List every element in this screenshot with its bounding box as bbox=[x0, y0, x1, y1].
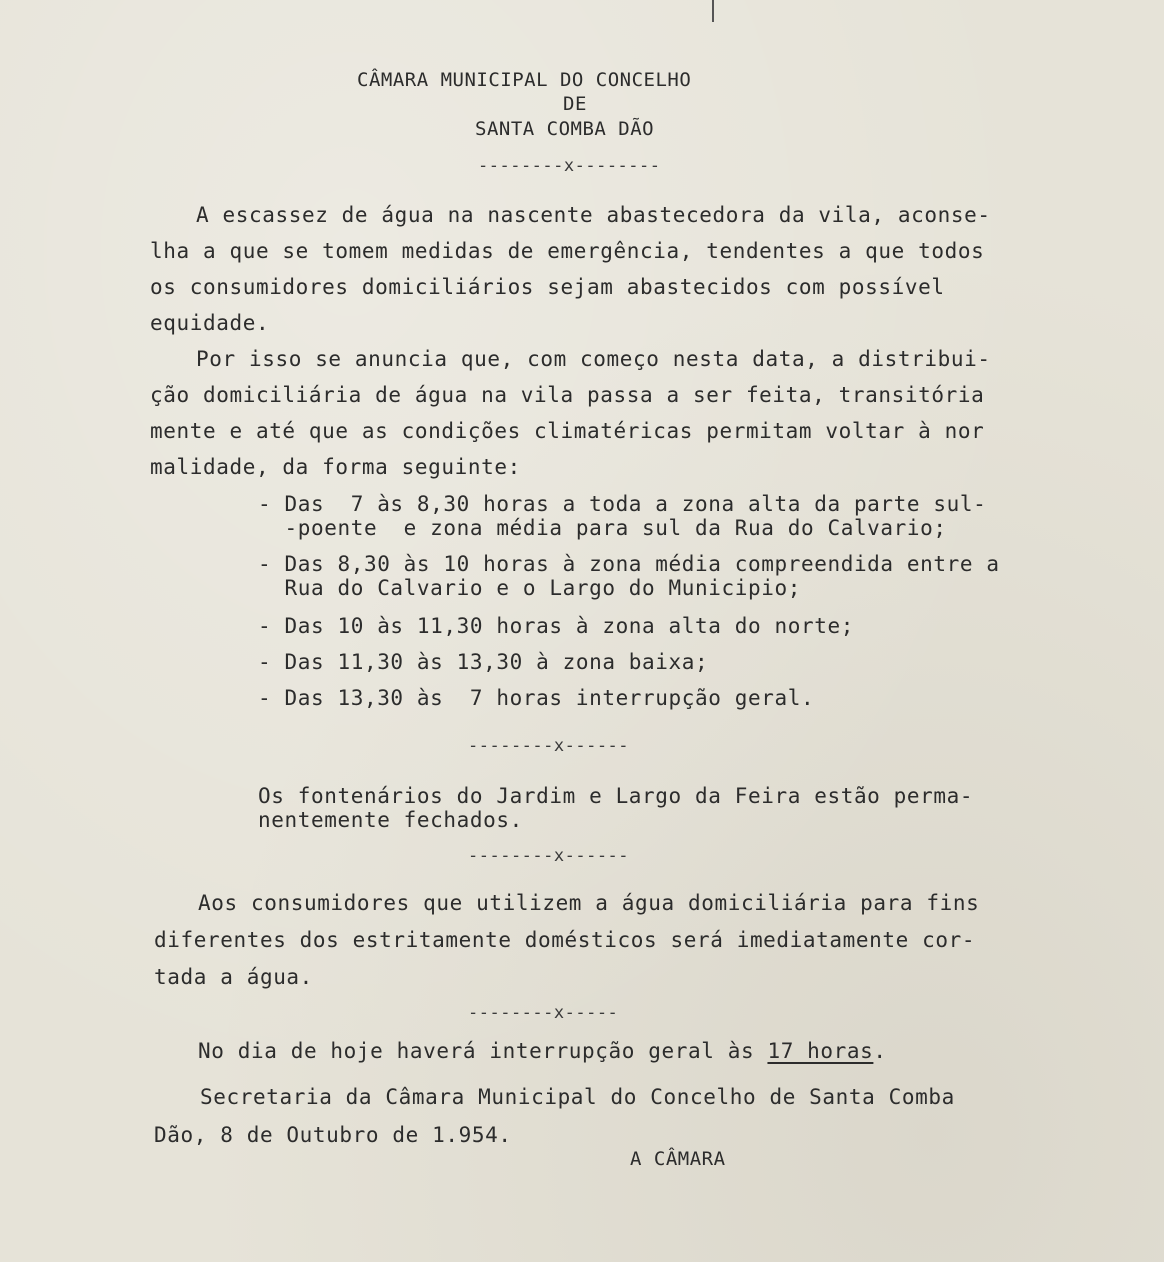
today-notice-end: . bbox=[873, 1039, 887, 1063]
paragraph-1-line-1: A escassez de água na nascente abastecedora da vila, aconse- bbox=[196, 203, 991, 227]
paragraph-2-line-1: Por isso se anuncia que, com começo nesta data, a distribui- bbox=[196, 347, 991, 371]
separator-3: --------x------ bbox=[468, 846, 630, 866]
paragraph-2-line-4: malidade, da forma seguinte: bbox=[150, 455, 521, 479]
schedule-item-2-line-2: Rua do Calvario e o Largo do Municipio; bbox=[258, 576, 801, 600]
today-notice-time: 17 horas bbox=[767, 1039, 874, 1063]
schedule-item-3: - Das 10 às 11,30 horas à zona alta do norte; bbox=[258, 614, 854, 638]
today-notice-text: No dia de hoje haverá interrupção geral às bbox=[198, 1039, 768, 1063]
paragraph-3-line-1: Os fontenários do Jardim e Largo da Feira estão perma- bbox=[258, 784, 974, 808]
paragraph-4-line-2: diferentes dos estritamente domésticos será imediatamente cor- bbox=[154, 928, 976, 952]
schedule-item-1-line-1: - Das 7 às 8,30 horas a toda a zona alta da parte sul- bbox=[258, 492, 987, 516]
paragraph-1-line-2: lha a que se tomem medidas de emergência, tendentes a que todos bbox=[150, 239, 985, 263]
schedule-item-1-line-2: -poente e zona média para sul da Rua do Calvario; bbox=[258, 516, 947, 540]
schedule-item-2-line-1: - Das 8,30 às 10 horas à zona média compreendida entre a bbox=[258, 552, 1000, 576]
paragraph-3-line-2: nentemente fechados. bbox=[258, 808, 523, 832]
header-line-3: SANTA COMBA DÃO bbox=[475, 118, 655, 140]
paragraph-4-line-3: tada a água. bbox=[154, 965, 313, 989]
separator-4: --------x----- bbox=[468, 1003, 619, 1023]
paragraph-2-line-3: mente e até que as condições climatéricas permitam voltar à nor bbox=[150, 419, 985, 443]
separator-2: --------x------ bbox=[468, 736, 630, 756]
closing-line-1: Secretaria da Câmara Municipal do Concelho de Santa Comba bbox=[200, 1085, 955, 1109]
paragraph-1-line-3: os consumidores domiciliários sejam abastecidos com possível bbox=[150, 275, 945, 299]
paragraph-4-line-1: Aos consumidores que utilizem a água domiciliária para fins bbox=[198, 891, 980, 915]
separator-1: --------x-------- bbox=[478, 156, 661, 176]
paragraph-1-line-4: equidade. bbox=[150, 311, 270, 335]
closing-line-2: Dão, 8 de Outubro de 1.954. bbox=[154, 1123, 512, 1147]
paragraph-2-line-2: ção domiciliária de água na vila passa a ser feita, transitória bbox=[150, 383, 985, 407]
header-line-2: DE bbox=[563, 93, 587, 115]
schedule-item-4: - Das 11,30 às 13,30 à zona baixa; bbox=[258, 650, 709, 674]
schedule-item-5: - Das 13,30 às 7 horas interrupção geral. bbox=[258, 686, 815, 710]
scan-tick-mark bbox=[712, 0, 714, 22]
today-notice bbox=[198, 1041, 887, 1062]
header-line-1: CÂMARA MUNICIPAL DO CONCELHO bbox=[357, 69, 692, 91]
signature: A CÂMARA bbox=[630, 1148, 726, 1170]
